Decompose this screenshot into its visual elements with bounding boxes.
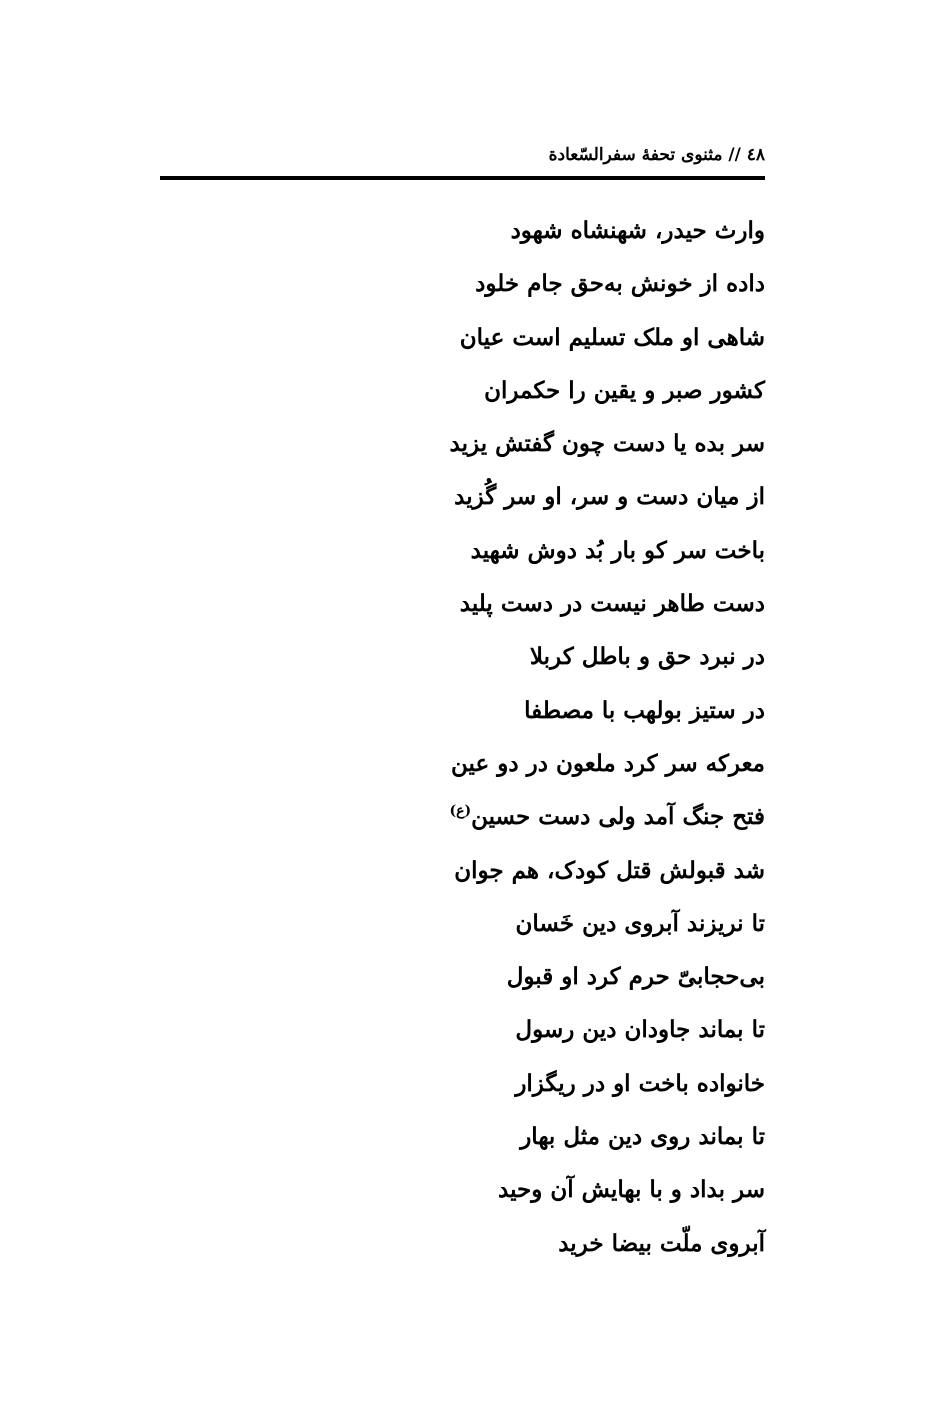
verse-text: وارث حیدر، شهنشاه شهود bbox=[510, 217, 765, 244]
verse-line bbox=[160, 524, 765, 577]
verse-line bbox=[160, 897, 765, 950]
poem bbox=[160, 204, 765, 1270]
verse-text: معرکه سر کرد ملعون در دو عین bbox=[451, 749, 765, 777]
verse-text: تا بماند جاودان دین رسول bbox=[515, 1016, 765, 1044]
verse-line bbox=[160, 1003, 765, 1056]
verse-line bbox=[160, 204, 765, 257]
verse-line bbox=[160, 1110, 765, 1163]
header-rule bbox=[160, 176, 765, 180]
verse-text: در نبرد حق و باطل کربلا bbox=[529, 643, 765, 671]
verse-line bbox=[160, 311, 765, 364]
verse-text: باخت سر کو بار بُد دوش شهید bbox=[470, 536, 765, 564]
verse-line bbox=[160, 470, 765, 523]
verse-text: آبروی ملّت بیضا خرید bbox=[558, 1229, 765, 1257]
verse-line bbox=[160, 257, 765, 310]
verse-text: داده از خونش به‌حق جام خلود bbox=[475, 270, 765, 298]
verse-line bbox=[160, 577, 765, 630]
verse-text: شد قبولش قتل کودک، هم جوان bbox=[454, 856, 765, 884]
verse-line bbox=[160, 1163, 765, 1216]
verse-text: سر بده یا دست چون گفتش یزید bbox=[449, 430, 765, 458]
verse-line bbox=[160, 1057, 765, 1110]
verse-line bbox=[160, 737, 765, 790]
verse-text: تا بماند روی دین مثل بهار bbox=[520, 1123, 765, 1151]
verse-line bbox=[160, 364, 765, 417]
verse-line bbox=[160, 790, 765, 843]
running-header: ٤٨ // مثنوی تحفهٔ سفرالسّعادة bbox=[548, 145, 765, 165]
verse-text: فتح جنگ آمد ولی دست حسین bbox=[471, 803, 765, 831]
verse-text: تا نریزند آبروی دین خَسان bbox=[515, 909, 765, 937]
verse-text: شاهی او ملک تسلیم است عیان bbox=[459, 323, 765, 351]
verse-text: از میان دست و سر، او سر گُزید bbox=[454, 483, 765, 511]
verse-line bbox=[160, 417, 765, 470]
verse-text: سر بداد و با بهایش آن وحید bbox=[498, 1176, 765, 1204]
verse-text: خانواده باخت او در ریگزار bbox=[515, 1069, 765, 1097]
verse-line bbox=[160, 684, 765, 737]
verse-line bbox=[160, 630, 765, 683]
verse-line bbox=[160, 950, 765, 1003]
verse-line bbox=[160, 844, 765, 897]
verse-text: کشور صبر و یقین را حکمران bbox=[484, 376, 765, 404]
verse-line bbox=[160, 1217, 765, 1270]
footnote-marker: (ع) bbox=[449, 803, 472, 820]
verse-text: بی‌حجابیّ حرم کرد او قبول bbox=[506, 963, 765, 991]
verse-text: در ستیز بولهب با مصطفا bbox=[524, 696, 765, 724]
verse-text: دست طاهر نیست در دست پلید bbox=[459, 590, 765, 618]
